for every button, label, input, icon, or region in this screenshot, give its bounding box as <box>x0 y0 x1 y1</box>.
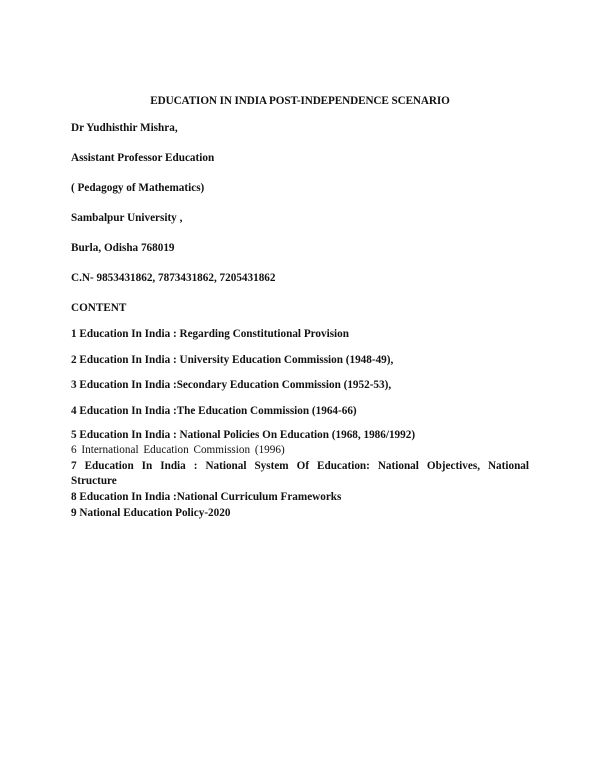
content-item-3: 3 Education In India :Secondary Education Commission (1952-53), <box>71 379 392 391</box>
content-item-1: 1 Education In India : Regarding Constitutional Provision <box>71 328 349 340</box>
content-item-5: 5 Education In India : National Policies On Education (1968, 1986/1992) <box>71 429 416 441</box>
content-item-7-continued: Structure <box>71 475 117 487</box>
author-address: Burla, Odisha 768019 <box>71 242 175 254</box>
author-university: Sambalpur University , <box>71 212 183 224</box>
content-item-4: 4 Education In India :The Education Commission (1964-66) <box>71 405 357 417</box>
content-item-2: 2 Education In India : University Education Commission (1948-49), <box>71 354 394 366</box>
document-title: EDUCATION IN INDIA POST-INDEPENDENCE SCENARIO <box>150 95 450 107</box>
author-specialization: ( Pedagogy of Mathematics) <box>71 182 205 194</box>
content-item-6: 6 International Education Commission (1996) <box>71 444 285 456</box>
content-item-7: 7 Education In India : National System Of Education: National Objectives, National <box>71 460 529 472</box>
author-designation: Assistant Professor Education <box>71 152 215 164</box>
author-contact: C.N- 9853431862, 7873431862, 7205431862 <box>71 272 276 284</box>
author-name: Dr Yudhisthir Mishra, <box>71 122 178 134</box>
content-heading: CONTENT <box>71 302 127 314</box>
content-item-9: 9 National Education Policy-2020 <box>71 507 231 519</box>
content-item-8: 8 Education In India :National Curriculum Frameworks <box>71 491 342 503</box>
